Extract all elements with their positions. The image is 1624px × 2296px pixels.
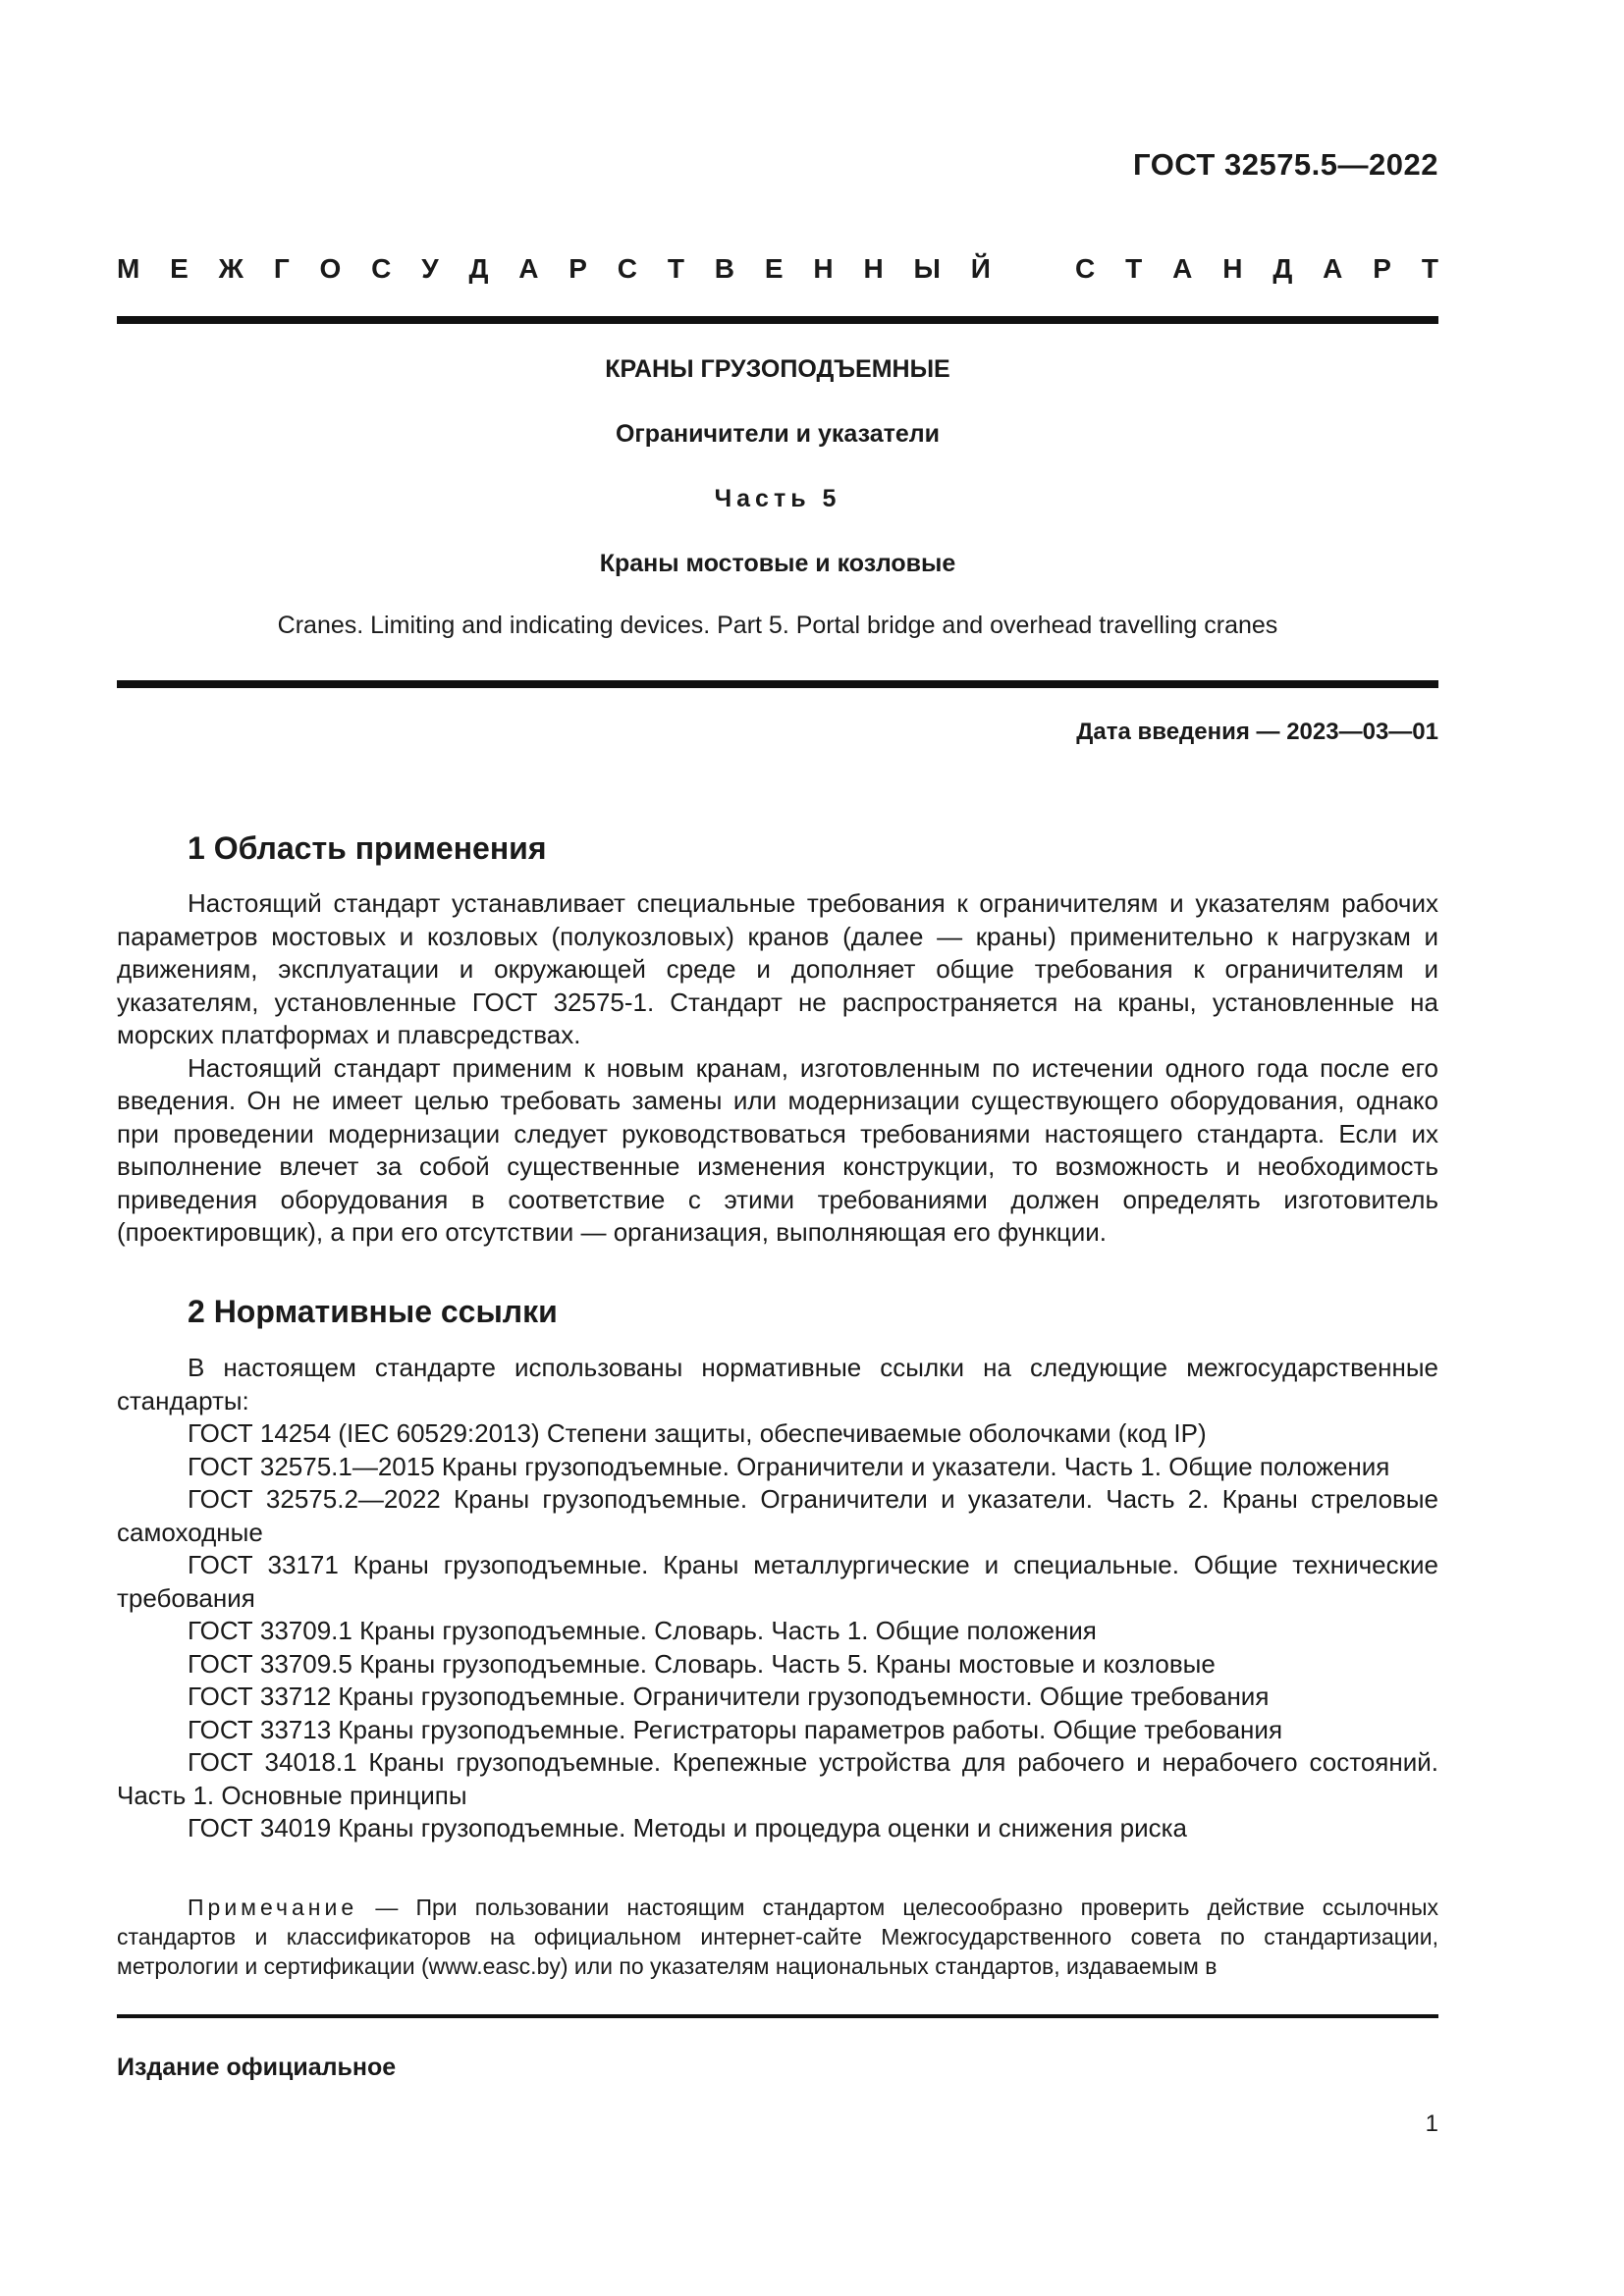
document-page [117,0,1438,2296]
banner-letter: А [518,253,539,284]
reference-item: ГОСТ 34018.1 Краны грузоподъемные. Крепежные устройства для рабочего и нерабочего состояний. Часть 1. Основные принципы [117,1747,1438,1810]
page-number: 1 [1425,2110,1438,2137]
reference-item: ГОСТ 32575.2—2022 Краны грузоподъемные. Ограничители и указатели. Часть 2. Краны стреловые самоходные [117,1484,1438,1547]
title-part: Часть 5 [714,485,841,512]
banner-letter: Е [764,253,784,284]
reference-item: ГОСТ 33709.5 Краны грузоподъемные. Словарь. Часть 5. Краны мостовые и козловые [188,1648,1216,1679]
section-2-note [117,1893,1438,1981]
title-main: КРАНЫ ГРУЗОПОДЪЕМНЫЕ [605,355,950,383]
title-part-name: Краны мостовые и козловые [599,550,956,577]
reference-item: ГОСТ 14254 (IEC 60529:2013) Степени защиты, обеспечиваемые оболочками (код IP) [188,1418,1207,1448]
banner-letter: С [617,253,638,284]
reference-item: ГОСТ 33709.1 Краны грузоподъемные. Словарь. Часть 1. Общие положения [188,1616,1097,1645]
reference-item: ГОСТ 33713 Краны грузоподъемные. Регистраторы параметров работы. Общие требования [188,1714,1283,1744]
section-2-intro: В настоящем стандарте использованы нормативные ссылки на следующие межгосударственные стандарты: [117,1353,1438,1415]
note-text: — При пользовании настоящим стандартом целесообразно проверить действие ссылочных стандартов и классификаторов на официальном интернет-сайте Межгосударственного совета по стандартизации, метрологии и сертификации (www.easc.by) или по указателям национальных стандартов, издаваемым в [117,1895,1439,1979]
section-1-paragraph-2: Настоящий стандарт применим к новым кранам, изготовленным по истечении одного года после его введения. Он не имеет целью требовать замены или модернизации существующего оборудования, однако при проведении модернизации следует руководствоваться требованиями настоящего стандарта. Если их выполнение влечет за собой существенные изменения конструкции, то возможность и необходимость приведения оборудования в соответствие с этими требованиями должен определять изготовитель (проектировщик), а при его отсутствии — организация, выполняющая его функции. [117,1052,1438,1247]
banner-letter: В [714,253,735,284]
section-1-heading: 1 Область применения [188,830,547,866]
banner-letter: Д [468,253,489,284]
title-subtitle: Ограничители и указатели [615,420,941,448]
banner-word-interstate [117,253,991,285]
title-english: Cranes. Limiting and indicating devices. Part 5. Portal bridge and overhead travelling cranes [277,612,1278,639]
banner-letter: Г [273,253,290,284]
section-1-body [117,887,1438,1250]
introduction-date: Дата введения — 2023—03—01 [1076,719,1438,745]
interstate-standard-banner [117,253,1438,285]
reference-item: ГОСТ 32575.1—2015 Краны грузоподъемные. Ограничители и указатели. Часть 1. Общие положения [188,1451,1390,1481]
note-label: Примечание [188,1895,358,1920]
banner-letter: М [117,253,140,284]
banner-letter: Е [170,253,189,284]
title-rule [117,680,1438,688]
banner-letter: О [319,253,342,284]
banner-letter: С [1075,253,1096,284]
section-2-body [117,1352,1438,1845]
reference-item: ГОСТ 33171 Краны грузоподъемные. Краны металлургические и специальные. Общие технические требования [117,1550,1438,1613]
gost-number: ГОСТ 32575.5—2022 [1133,147,1438,182]
section-2-heading: 2 Нормативные ссылки [188,1294,558,1329]
banner-word-standard [1075,253,1438,285]
reference-item: ГОСТ 34019 Краны грузоподъемные. Методы и процедура оценки и снижения риска [188,1813,1188,1842]
banner-letter: А [1323,253,1343,284]
banner-letter: Т [1421,253,1438,284]
banner-letter: Ж [218,253,244,284]
banner-letter: А [1172,253,1193,284]
banner-letter: Н [813,253,834,284]
banner-letter: Н [863,253,884,284]
reference-item: ГОСТ 33712 Краны грузоподъемные. Ограничители грузоподъемности. Общие требования [188,1682,1270,1711]
official-edition-label: Издание официальное [117,2054,397,2081]
banner-letter: Р [1373,253,1391,284]
banner-letter: С [371,253,392,284]
banner-letter: Т [667,253,684,284]
banner-letter: Ы [913,253,941,284]
banner-letter: Й [970,253,991,284]
banner-letter: Т [1125,253,1143,284]
banner-letter: Р [568,253,587,284]
banner-letter: Д [1272,253,1293,284]
banner-letter: Н [1222,253,1243,284]
header-rule [117,316,1438,324]
section-1-paragraph-1: Настоящий стандарт устанавливает специальные требования к ограничителям и указателям рабочих параметров мостовых и козловых (полукозловых) кранов (далее — краны) применительно к нагрузкам и движениям, эксплуатации и окружающей среде и дополняет общие требования к ограничителям и указателям, установленные ГОСТ 32575-1. Стандарт не распространяется на краны, установленные на морских платформах и плавсредствах. [117,888,1438,1049]
banner-letter: У [421,253,439,284]
footer-rule [117,2014,1438,2018]
